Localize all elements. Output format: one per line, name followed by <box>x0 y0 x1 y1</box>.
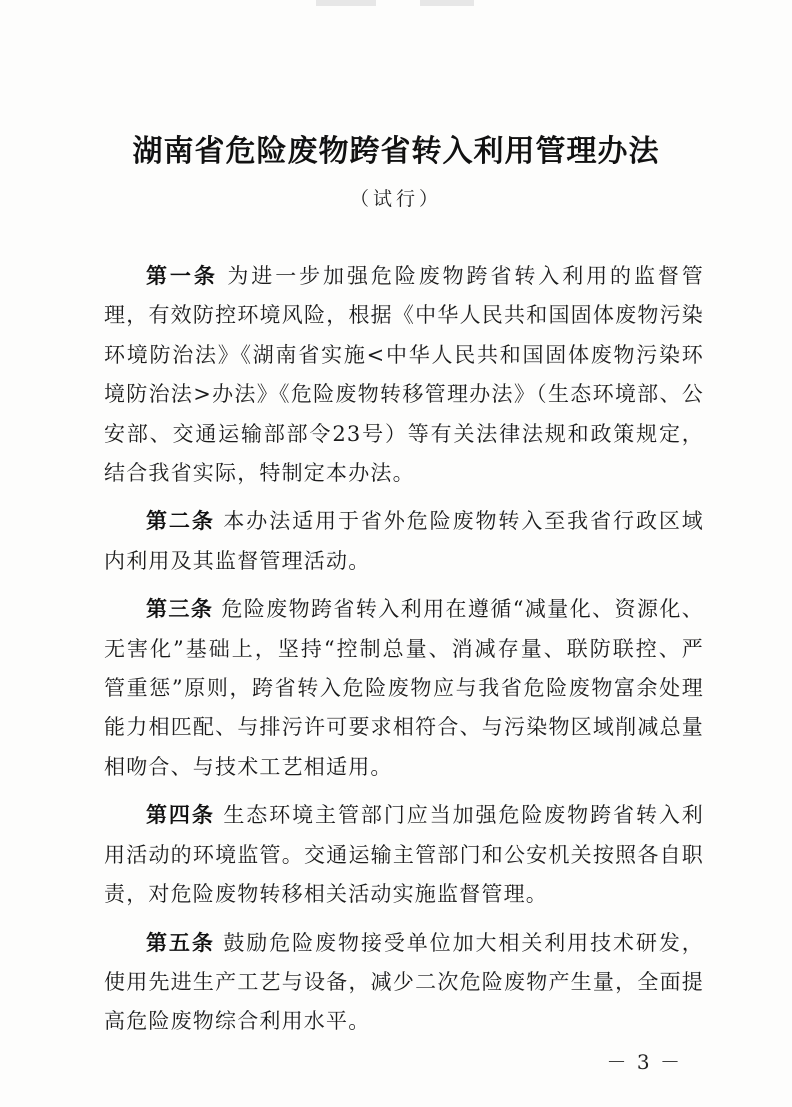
article-5 <box>104 923 704 1042</box>
scan-artifact <box>316 0 376 6</box>
article-heading: 第四条 <box>146 802 215 828</box>
article-text: 为进一步加强危险废物跨省转入利用的监督管理，有效防控环境风险，根据《中华人民共和国固体废物污染环境防治法》《湖南省实施<中华人民共和国固体废物污染环境防治法>办法》《危险废物转移管理办法》（生态环境部、公安部、交通运输部部令23号）等有关法律法规和政策规定，结合我省实际，特制定本办法。 <box>104 264 704 486</box>
scan-artifact <box>420 0 474 6</box>
article-heading: 第二条 <box>146 508 215 534</box>
document-subtitle: （试行） <box>349 188 442 210</box>
article-text: 本办法适用于省外危险废物转入至我省行政区域内利用及其监督管理活动。 <box>104 509 704 573</box>
document-body <box>104 256 704 1050</box>
article-heading: 第一条 <box>146 263 218 288</box>
document-title: 湖南省危险废物跨省转入利用管理办法 <box>132 134 660 169</box>
page-number: － 3 － <box>606 1050 682 1074</box>
article-text: 鼓励危险废物接受单位加大相关利用技术研发，使用先进生产工艺与设备，减少二次危险废物产生量，全面提高危险废物综合利用水平。 <box>104 930 704 1034</box>
article-3 <box>104 589 704 787</box>
article-1 <box>104 256 704 493</box>
article-heading: 第五条 <box>146 929 215 955</box>
article-2 <box>104 501 704 581</box>
article-text: 危险废物跨省转入利用在遵循“减量化、资源化、无害化”基础上，坚持“控制总量、消减存量、联防联控、严管重惩”原则，跨省转入危险废物应与我省危险废物富余处理能力相匹配、与排污许可要求相符合、与污染物区域削减总量相吻合、与技术工艺相适用。 <box>104 597 704 779</box>
article-4 <box>104 795 704 914</box>
article-heading: 第三条 <box>146 596 214 622</box>
article-text: 生态环境主管部门应当加强危险废物跨省转入利用活动的环境监管。交通运输主管部门和公安机关按照各自职责，对危险废物转移相关活动实施监督管理。 <box>104 803 704 907</box>
